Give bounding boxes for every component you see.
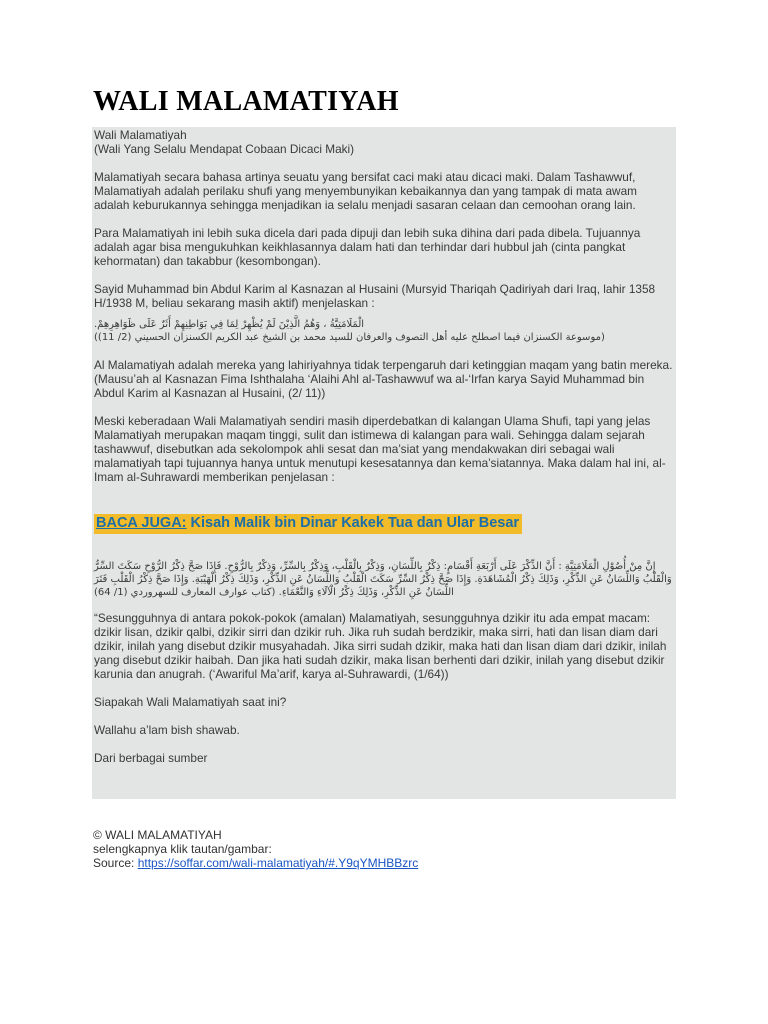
- article-heading-line1: Wali Malamatiyah: [94, 128, 187, 142]
- arabic-quote-suhrawardi: إِنَّ مِنْ أُصُوْلِ الْمَلَامَتِيَّةِ : أَنَّ الذِّكْرَ عَلَى أَرْبَعَةِ أَقْسَامٍ: ذِكْرٌ بِاللِّسَانِ، وَذِكْرٌ بِالْقَلْبِ، وَذِكْرٌ بِالسِّرِّ، وَذِكْرٌ بِالرُّوْحِ. فَإِذَا صَحَّ ذِكْرُ الرُّوْحِ سَكَتَ السِّرُّ وَالْقَلْبُ وَاللِّسَانُ عَنِ الذِّكْرِ، وَذَلِكَ ذِكْرُ الْمُشَاهَدَةِ. وَإِذَا صَحَّ ذِكْرُ السِّرِّ سَكَتَ الْقَلْبُ وَاللِّسَانُ عَنِ الذِّكْرِ، وَذَلِكَ ذِكْرُ الْهَيْبَةِ. وَإِذَا صَحَّ ذِكْرُ الْقَلْبِ فَتَرَ اللِّسَانُ عَنِ الذِّكْرِ، وَذَلِكَ ذِكْرُ الْآلَاءِ وَالنَّعْمَاءِ. (كتاب عوارف المعارف للسهروردي (1/ 64): [94, 561, 672, 598]
- read-also-link[interactable]: Kisah Malik bin Dinar Kakek Tua dan Ular Besar: [190, 515, 520, 531]
- footer: [93, 828, 418, 870]
- article-body: [92, 127, 676, 799]
- paragraph-question: Siapakah Wali Malamatiyah saat ini?: [94, 695, 287, 709]
- page-title: WALI MALAMATIYAH: [93, 86, 399, 117]
- paragraph-source-note: Dari berbagai sumber: [94, 751, 208, 765]
- paragraph-translation: “Sesungguhnya di antara pokok-pokok (amalan) Malamatiyah, sesungguhnya dzikir itu ada empat macam: dzikir lisan, dzikir qalbi, dzikir sirri dan dzikir ruh. Jika ruh sudah berdzikir, maka sirri, hati dan lisan diam dari dzikir, inilah yang disebut dzikir musyahadah. Jika sirri sudah dzikir, maka hati dan lisan diam dari dzikir, inilah yang disebut dzikir haibah. Dan jika hati sudah dzikir, maka lisan berhenti dari dzikir, inilah yang disebut dzikir karunia dan anugrah. (‘Awariful Ma’arif, karya al-Suhrawardi, (1/64)): [94, 611, 667, 681]
- copyright-line: © WALI MALAMATIYAH: [93, 828, 222, 842]
- source-line: [93, 856, 418, 870]
- read-also-banner[interactable]: [94, 514, 522, 534]
- article-heading-line2: (Wali Yang Selalu Mendapat Cobaan Dicaci Maki): [94, 142, 355, 156]
- paragraph-sayid-quote-intro: Sayid Muhammad bin Abdul Karim al Kasnazan al Husaini (Mursyid Thariqah Qadiriyah dari Iraq, lahir 1358 H/1938 M, beliau sekarang masih aktif) menjelaskan :: [94, 282, 656, 310]
- arabic-quote-kasnazan: الْمَلَامَتِيَّةُ ، وَهُمُ الَّذِيْنَ لَمْ يُظْهِرْ لِمَا فِي بَوَاطِنِهِمْ أَثَرٌ عَلَى ظَوَاهِرِهِمْ.: [94, 319, 365, 330]
- paragraph-debate: Meski keberadaan Wali Malamatiyah sendiri masih diperdebatkan di kalangan Ulama Shufi, tapi yang jelas Malamatiyah merupakan maqam tinggi, sulit dan istimewa di kalangan para wali. Sehingga dalam sejarah tashawwuf, disebutkan ada sekolompok ahli sesat dan ma’siat yang mendakwakan diri sebagai wali malamatiyah tapi tujuannya hanya untuk menutupi kesesatannya dan kema’siatannya. Maka dalam hal ini, al-Imam al-Suhrawardi memberikan penjelasan :: [94, 414, 666, 484]
- article-heading: [94, 128, 674, 156]
- source-link[interactable]: https://soffar.com/wali-malamatiyah/#.Y9qYMHBBzrc: [137, 856, 419, 870]
- read-also-label[interactable]: BACA JUGA:: [96, 515, 187, 531]
- paragraph-definition: Malamatiyah secara bahasa artinya seuatu yang bersifat caci maki atau dicaci maki. Dalam Tashawwuf, Malamatiyah adalah perilaku shufi yang menyembunyikan kebaikannya dan yang tampak di mata awam adalah keburukannya sehingga menjadikan ia selalu menjadi sasaran celaan dan cemoohan orang lain.: [94, 170, 637, 212]
- arabic-quote-reference: (موسوعة الكسنزان فيما اصطلح عليه أهل التصوف والعرفان للسيد محمد بن الشيخ عبد الكريم الكسنزان الحسيني (2/ 11)): [94, 332, 605, 343]
- paragraph-closing: Wallahu a’lam bish shawab.: [94, 723, 240, 737]
- paragraph-malamatiyah-meaning: Al Malamatiyah adalah mereka yang lahiriyahnya tidak terpengaruh dari ketinggian maqam yang batin mereka. (Mausu’ah al Kasnazan Fima Ishthalaha ‘Alaihi Ahl al-Tashawwuf wa al-‘Irfan karya Sayid Muhammad bin Abdul Karim al Kasnazan al Husaini, (2/ 11)): [94, 358, 673, 400]
- paragraph-purpose: Para Malamatiyah ini lebih suka dicela dari pada dipuji dan lebih suka dihina dari pada dibela. Tujuannya adalah agar bisa mengukuhkan keikhlasannya dalam hati dan terhindar dari hubbul jah (cinta pangkat kehormatan) dan takabbur (kesombongan).: [94, 226, 641, 268]
- source-label: Source:: [93, 856, 138, 870]
- more-link-note: selengkapnya klik tautan/gambar:: [93, 842, 272, 856]
